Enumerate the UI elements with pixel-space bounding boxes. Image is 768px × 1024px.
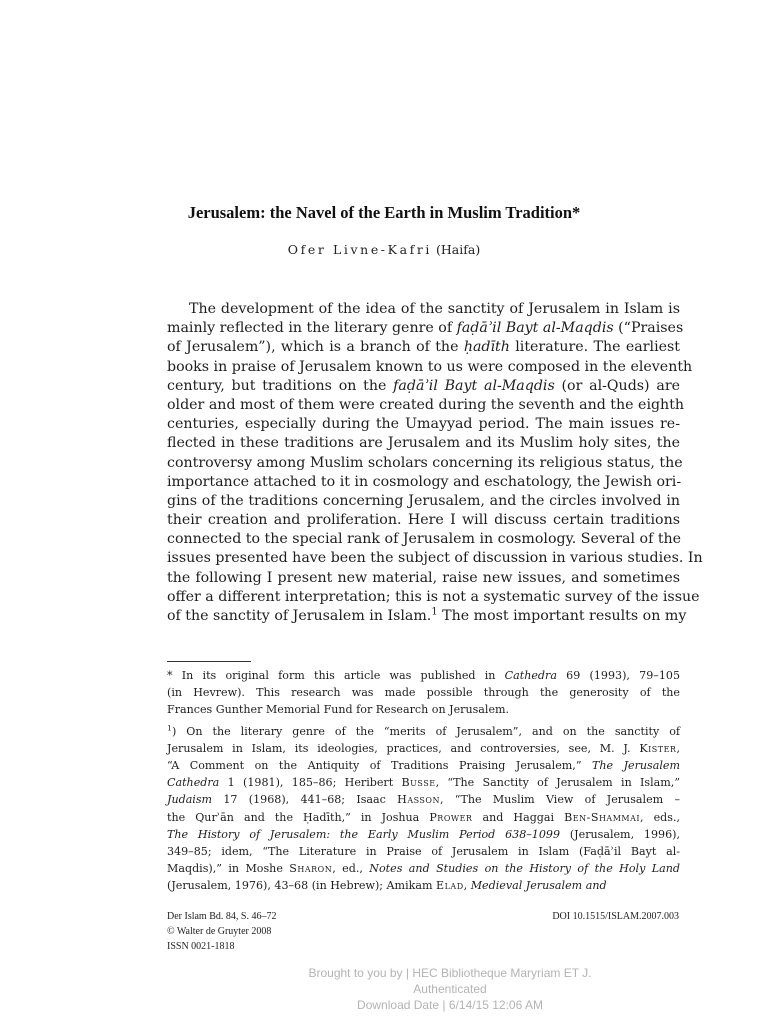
body-line	[167, 530, 680, 549]
text-run: (or al-Quds) are	[554, 377, 680, 394]
author-affiliation: (Haifa)	[436, 242, 481, 257]
text-run: (Jerusalem, 1996),	[560, 827, 681, 841]
text-run: books in praise of Jerusalem known to us were composed in the eleventh	[167, 358, 693, 375]
text-run: Frances Gunther Memorial Fund for Research on Jerusalem.	[167, 703, 510, 717]
footnote-line	[167, 877, 680, 894]
body-line	[167, 319, 684, 338]
text-run: “A Comment on the Antiquity of Traditions Praising Jerusalem,”	[167, 758, 592, 772]
text-run: 69 (1993), 79–105	[556, 669, 680, 682]
footnote-line	[167, 826, 680, 843]
text-run: importance attached to it in cosmology and eschatology, the Jewish ori-	[167, 473, 682, 490]
watermark-line-2: Authenticated	[413, 982, 487, 996]
body-line	[167, 300, 680, 319]
text-run: ) On the literary genre of the “merits of Jerusalem”, and on the sanctity of	[171, 724, 680, 738]
download-watermark	[300, 965, 600, 1013]
footnote-divider	[167, 661, 251, 662]
author-surname: Elad	[436, 879, 464, 893]
text-run: , eds.,	[640, 810, 681, 824]
text-run: (“Praises	[613, 320, 684, 337]
doi: DOI 10.1515/ISLAM.2007.003	[552, 911, 679, 922]
text-run: The most important results on my	[437, 608, 687, 624]
watermark-line-1: Brought to you by | HEC Bibliotheque Maryriam ET J.	[308, 966, 592, 980]
footnote-line	[167, 723, 680, 740]
author-surname: Busse	[401, 776, 436, 790]
footnote-line	[167, 860, 680, 877]
text-run: ,	[463, 879, 471, 893]
copyright-notice: © Walter de Gruyter 2008	[167, 926, 272, 937]
italic-run: The History of Jerusalem: the Early Muslim Period 638–1099	[167, 827, 561, 841]
text-run: , ed.,	[332, 862, 370, 876]
text-run: the following I present new material, raise new issues, and sometimes	[167, 569, 680, 586]
italic-run: Medieval Jerusalem and	[470, 879, 607, 893]
footnote-1	[167, 723, 680, 895]
italic-run: Judaism	[167, 793, 213, 807]
text-run: the Qurʾān and the Ḥadīth,” in Joshua	[167, 810, 430, 824]
italic-run: faḍāʾil Bayt al-Maqdis	[393, 377, 555, 394]
body-line	[167, 511, 680, 530]
article-body	[167, 300, 703, 626]
text-run: (in Hevrew). This research was made possible through the generosity of the	[167, 686, 680, 700]
text-run: controversy among Muslim scholars concerning its religious status, the	[167, 454, 683, 471]
text-run: offer a different interpretation; this is not a systematic survey of the issue	[167, 588, 700, 605]
author-name: Ofer Livne-Kafri	[287, 242, 433, 257]
text-run: connected to the special rank of Jerusalem in cosmology. Several of the	[167, 531, 682, 548]
text-run: ,	[676, 741, 680, 755]
text-run: issues presented have been the subject of discussion in various studies. In	[167, 550, 703, 567]
footnote-line	[167, 757, 680, 774]
footnotes	[167, 667, 680, 894]
body-line	[167, 588, 700, 607]
author-surname: Hasson	[397, 793, 440, 807]
text-run: The development of the idea of the sanctity of Jerusalem in Islam is	[189, 301, 680, 317]
text-run: of the sanctity of Jerusalem in Islam.	[167, 608, 432, 624]
article-title: Jerusalem: the Navel of the Earth in Muslim Tradition*	[187, 203, 581, 222]
body-line	[167, 454, 683, 473]
footnote-line	[167, 684, 680, 701]
body-line	[167, 434, 680, 453]
text-run: Maqdis),” in Moshe	[167, 862, 290, 876]
body-line	[167, 396, 685, 415]
text-run: century, but traditions on the	[167, 377, 394, 394]
italic-run: ḥadīth	[463, 339, 510, 356]
footnote-marker: 1	[167, 722, 172, 732]
body-line	[167, 473, 680, 492]
body-line	[167, 358, 693, 377]
text-run: Jerusalem in Islam, its ideologies, practices, and controversies, see, M. J.	[167, 741, 640, 755]
footnote-marker: 1	[431, 606, 438, 618]
text-run: , “The Sanctity of Jerusalem in Islam,”	[435, 776, 680, 790]
italic-run: Cathedra	[167, 776, 220, 790]
body-line	[167, 606, 687, 626]
body-line	[167, 492, 680, 511]
text-run: 17 (1968), 441–68; Isaac	[212, 793, 398, 807]
italic-run: Cathedra	[504, 669, 557, 682]
author-surname: Sharon	[289, 862, 333, 876]
text-run: older and most of them were created during the seventh and the eighth	[167, 396, 685, 413]
text-run: their creation and proliferation. Here I will discuss certain traditions	[167, 512, 680, 529]
footnote-line	[167, 667, 680, 684]
journal-citation: Der Islam Bd. 84, S. 46–72	[167, 911, 277, 922]
footnote-line	[167, 701, 680, 718]
text-run: , “The Muslim View of Jerusalem –	[439, 793, 680, 807]
body-line	[167, 377, 680, 396]
author-surname: Kister	[639, 741, 677, 755]
journal-info	[167, 909, 276, 954]
text-run: 1 (1981), 185–86; Heribert	[219, 776, 402, 790]
body-line	[167, 569, 680, 588]
body-line	[167, 415, 680, 434]
footnote-line	[167, 809, 680, 826]
footnote-line	[167, 791, 680, 808]
italic-run: Notes and Studies on the History of the Holy Land	[369, 862, 680, 876]
author-surname: Ben-Shammai	[564, 810, 641, 824]
author-surname: Prower	[429, 810, 473, 824]
text-run: flected in these traditions are Jerusalem and its Muslim holy sites, the	[167, 435, 680, 452]
text-run: (Jerusalem, 1976), 43–68 (in Hebrew); Amikam	[167, 879, 437, 893]
footnote-line	[167, 740, 680, 757]
text-run: gins of the traditions concerning Jerusalem, and the circles involved in	[167, 492, 680, 509]
text-run: mainly reflected in the literary genre of	[167, 320, 457, 337]
text-run: and Haggai	[472, 810, 565, 824]
footnote-line	[167, 774, 680, 791]
watermark-line-3: Download Date | 6/14/15 12:06 AM	[357, 998, 543, 1012]
issn: ISSN 0021-1818	[167, 941, 235, 952]
footnote-line	[167, 843, 680, 860]
body-line	[167, 338, 680, 357]
text-run: centuries, especially during the Umayyad period. The main issues re-	[167, 416, 680, 433]
italic-run: The Jerusalem	[591, 758, 680, 772]
text-run: literature. The earliest	[509, 339, 680, 356]
text-run: of Jerusalem”), which is a branch of the	[167, 339, 464, 356]
text-run: 349–85; idem, “The Literature in Praise of Jerusalem in Islam (Faḍāʾil Bayt al-	[167, 844, 680, 858]
body-line	[167, 549, 703, 568]
italic-run: faḍāʾil Bayt al-Maqdis	[456, 320, 614, 337]
article-author	[0, 242, 768, 257]
footnote-star	[167, 667, 680, 719]
text-run: * In its original form this article was published in	[167, 669, 505, 682]
